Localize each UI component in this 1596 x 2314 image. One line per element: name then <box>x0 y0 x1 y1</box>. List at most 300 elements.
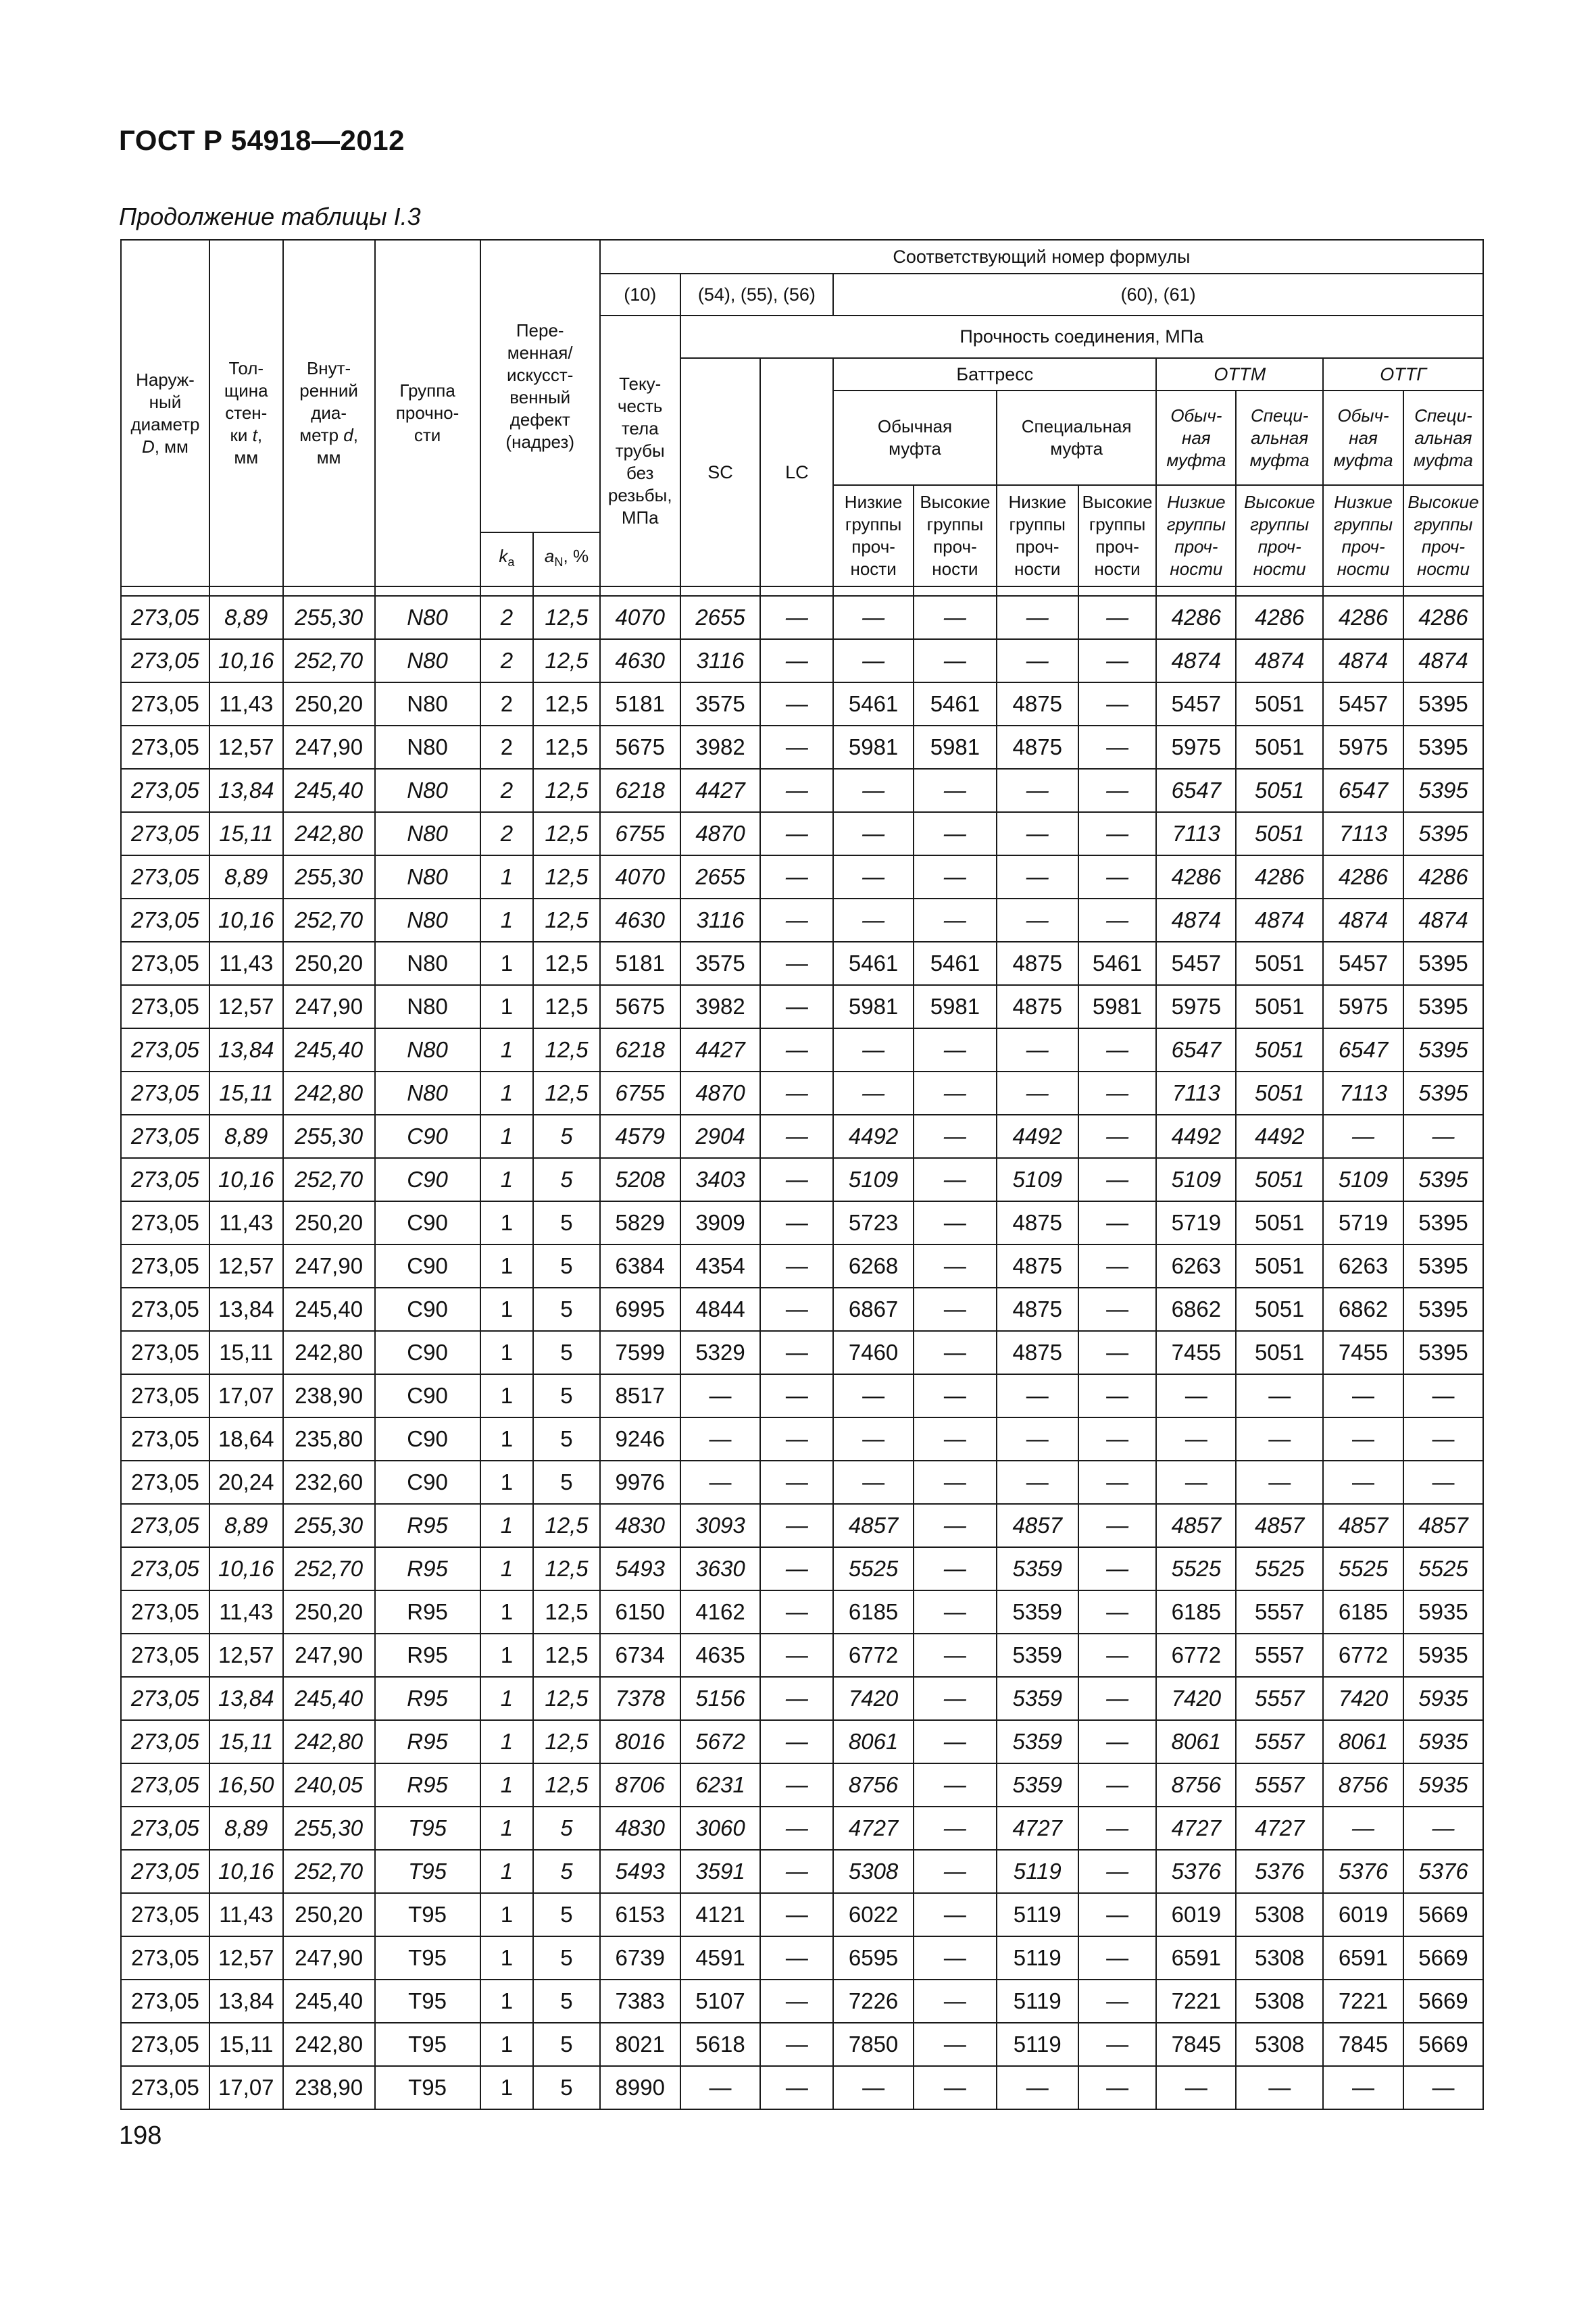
table-row <box>121 1201 1483 1244</box>
table-cell: 3982 <box>680 985 761 1028</box>
table-cell: 4874 <box>1323 899 1403 942</box>
table-cell: 273,05 <box>121 1201 209 1244</box>
table-cell: 252,70 <box>283 639 375 682</box>
table-cell: — <box>914 1288 997 1331</box>
table-cell: 11,43 <box>209 942 283 985</box>
table-cell: — <box>997 1028 1078 1072</box>
table-cell: 273,05 <box>121 682 209 726</box>
table-cell: 5395 <box>1403 942 1483 985</box>
table-row <box>121 942 1483 985</box>
table-cell: 5395 <box>1403 769 1483 812</box>
table-cell: 7113 <box>1323 812 1403 855</box>
table-cell: — <box>1078 1072 1157 1115</box>
table-cell: 273,05 <box>121 1763 209 1807</box>
table-cell: 238,90 <box>283 2066 375 2109</box>
table-cell: 5359 <box>997 1677 1078 1720</box>
table-cell: — <box>1323 1115 1403 1158</box>
table-cell: 5051 <box>1236 942 1323 985</box>
table-cell: 3093 <box>680 1504 761 1547</box>
table-cell: — <box>1078 1201 1157 1244</box>
table-cell: 6862 <box>1156 1288 1236 1331</box>
table-cell: 5395 <box>1403 1158 1483 1201</box>
table-cell: 5359 <box>997 1590 1078 1634</box>
table-cell: 5119 <box>997 2023 1078 2066</box>
table-cell: T95 <box>375 2023 480 2066</box>
table-cell: — <box>1078 1288 1157 1331</box>
table-cell: 4875 <box>997 726 1078 769</box>
table-cell: 7226 <box>833 1980 914 2023</box>
table-cell: — <box>760 1028 833 1072</box>
table-cell: — <box>833 1072 914 1115</box>
table-cell: 12,57 <box>209 1244 283 1288</box>
table-row <box>121 1763 1483 1807</box>
table-cell: 5051 <box>1236 682 1323 726</box>
table-cell: 273,05 <box>121 899 209 942</box>
table-cell: 5 <box>533 1288 600 1331</box>
table-cell: 5395 <box>1403 1331 1483 1374</box>
table-cell: 273,05 <box>121 1158 209 1201</box>
table-cell: 1 <box>480 1072 534 1115</box>
table-cell: 6153 <box>600 1893 680 1936</box>
table-cell: — <box>997 639 1078 682</box>
table-cell: — <box>914 769 997 812</box>
table-cell: — <box>760 1374 833 1417</box>
table-cell: — <box>1156 1417 1236 1461</box>
table-cell: 5525 <box>1156 1547 1236 1590</box>
table-cell: 4635 <box>680 1634 761 1677</box>
table-cell: — <box>1323 1807 1403 1850</box>
table-cell: 5051 <box>1236 985 1323 1028</box>
table-cell: 5 <box>533 2023 600 2066</box>
table-cell: — <box>1156 1374 1236 1417</box>
table-cell: 2 <box>480 639 534 682</box>
header-low-grade: Низкие группы проч- ности <box>833 485 914 586</box>
table-cell: 6734 <box>600 1634 680 1677</box>
table-cell: — <box>914 1590 997 1634</box>
table-cell: 5181 <box>600 942 680 985</box>
header-buttress: Баттресс <box>833 358 1156 391</box>
table-cell: 5975 <box>1323 726 1403 769</box>
table-cell: — <box>1078 1590 1157 1634</box>
table-cell: — <box>914 1547 997 1590</box>
table-cell: — <box>997 1072 1078 1115</box>
table-cell: 12,5 <box>533 726 600 769</box>
header-ottg-special: Специ- альная муфта <box>1403 391 1483 485</box>
table-cell: 252,70 <box>283 1547 375 1590</box>
table-cell: 1 <box>480 1634 534 1677</box>
table-cell: 8,89 <box>209 855 283 899</box>
table-cell: 13,84 <box>209 1677 283 1720</box>
table-cell: 17,07 <box>209 1374 283 1417</box>
table-cell: — <box>760 726 833 769</box>
table-cell: — <box>1403 1417 1483 1461</box>
table-cell: — <box>1078 1763 1157 1807</box>
table-cell: — <box>760 1072 833 1115</box>
table-cell: 1 <box>480 942 534 985</box>
table-cell: — <box>1078 812 1157 855</box>
table-cell: N80 <box>375 639 480 682</box>
table-cell: 273,05 <box>121 1720 209 1763</box>
table-cell: 4875 <box>997 1244 1078 1288</box>
table-cell: 5557 <box>1236 1720 1323 1763</box>
table-row <box>121 1461 1483 1504</box>
table-cell: 5395 <box>1403 985 1483 1028</box>
table-cell: 5109 <box>833 1158 914 1201</box>
table-cell: 5829 <box>600 1201 680 1244</box>
header-ottg-regular: Обыч- ная муфта <box>1323 391 1403 485</box>
table-cell: — <box>760 1677 833 1720</box>
table-cell: 3630 <box>680 1547 761 1590</box>
table-cell: — <box>1156 2066 1236 2109</box>
table-cell: 1 <box>480 1677 534 1720</box>
table-cell: 245,40 <box>283 769 375 812</box>
table-cell: 12,5 <box>533 1590 600 1634</box>
header-an: $a_N$, % <box>533 532 600 586</box>
table-cell: 8021 <box>600 2023 680 2066</box>
table-cell: 12,5 <box>533 1547 600 1590</box>
table-cell: — <box>1236 1374 1323 1417</box>
table-cell: 252,70 <box>283 899 375 942</box>
table-row <box>121 812 1483 855</box>
table-cell: — <box>1078 1504 1157 1547</box>
table-cell: — <box>997 1461 1078 1504</box>
header-sc: SC <box>680 358 761 586</box>
table-cell: R95 <box>375 1504 480 1547</box>
table-cell: 2 <box>480 682 534 726</box>
table-cell: 8706 <box>600 1763 680 1807</box>
table-cell: — <box>1078 2066 1157 2109</box>
header-high-grade: Высокие группы проч- ности <box>1078 485 1157 586</box>
header-high-grade: Высокие группы проч- ности <box>914 485 997 586</box>
table-cell: 5975 <box>1323 985 1403 1028</box>
table-cell: 10,16 <box>209 639 283 682</box>
table-cell: 1 <box>480 1331 534 1374</box>
table-cell: 252,70 <box>283 1850 375 1893</box>
table-cell: 16,50 <box>209 1763 283 1807</box>
table-cell: 5395 <box>1403 1244 1483 1288</box>
table-cell: — <box>680 1417 761 1461</box>
table-cell: 6019 <box>1323 1893 1403 1936</box>
table-cell: 5975 <box>1156 985 1236 1028</box>
header-high-grade: Высокие группы проч- ности <box>1236 485 1323 586</box>
table-cell: 5525 <box>1403 1547 1483 1590</box>
table-cell: 1 <box>480 1547 534 1590</box>
table-row <box>121 682 1483 726</box>
table-cell: 10,16 <box>209 899 283 942</box>
table-cell: — <box>1078 1807 1157 1850</box>
table-cell: 5395 <box>1403 812 1483 855</box>
table-cell: 4830 <box>600 1504 680 1547</box>
table-cell: — <box>760 899 833 942</box>
table-cell: 9976 <box>600 1461 680 1504</box>
table-cell: 273,05 <box>121 2066 209 2109</box>
table-cell: 5975 <box>1156 726 1236 769</box>
table-cell: 5308 <box>1236 2023 1323 2066</box>
table-cell: 273,05 <box>121 1936 209 1980</box>
table-cell: — <box>833 2066 914 2109</box>
table-cell: 10,16 <box>209 1158 283 1201</box>
table-cell: 13,84 <box>209 1028 283 1072</box>
table-cell: 6263 <box>1156 1244 1236 1288</box>
table-cell: 7113 <box>1323 1072 1403 1115</box>
table-cell: 273,05 <box>121 985 209 1028</box>
table-cell: 4727 <box>833 1807 914 1850</box>
table-cell: 247,90 <box>283 985 375 1028</box>
table-row <box>121 985 1483 1028</box>
table-cell: — <box>760 682 833 726</box>
table-cell: 2 <box>480 726 534 769</box>
table-cell: 5 <box>533 1807 600 1850</box>
table-cell: 4875 <box>997 942 1078 985</box>
table-cell: 5 <box>533 1461 600 1504</box>
table-cell: 5461 <box>914 942 997 985</box>
table-cell: — <box>760 1807 833 1850</box>
table-cell: — <box>1078 1893 1157 1936</box>
table-cell: N80 <box>375 726 480 769</box>
table-cell: 5 <box>533 1936 600 1980</box>
table-cell: 5457 <box>1156 682 1236 726</box>
table-cell: 5395 <box>1403 1028 1483 1072</box>
table-cell: 5 <box>533 1893 600 1936</box>
table-cell: 1 <box>480 1936 534 1980</box>
table-cell: 273,05 <box>121 639 209 682</box>
table-cell: — <box>1156 1461 1236 1504</box>
table-cell: — <box>914 1158 997 1201</box>
table-cell: — <box>833 639 914 682</box>
table-cell: 273,05 <box>121 1374 209 1417</box>
table-cell: 273,05 <box>121 1331 209 1374</box>
table-cell: — <box>997 596 1078 639</box>
table-cell: — <box>760 1893 833 1936</box>
table-cell: 5935 <box>1403 1763 1483 1807</box>
table-cell: — <box>1078 1028 1157 1072</box>
table-cell: 4870 <box>680 1072 761 1115</box>
table-cell: 5 <box>533 1850 600 1893</box>
table-cell: 5395 <box>1403 1288 1483 1331</box>
table-cell: — <box>760 1115 833 1158</box>
table-cell: 5395 <box>1403 726 1483 769</box>
table-cell: 235,80 <box>283 1417 375 1461</box>
table-cell: 1 <box>480 1417 534 1461</box>
table-cell: C90 <box>375 1461 480 1504</box>
table-cell: 273,05 <box>121 1244 209 1288</box>
table-cell: 273,05 <box>121 1547 209 1590</box>
table-cell: 12,5 <box>533 942 600 985</box>
table-cell: 255,30 <box>283 596 375 639</box>
table-cell: 4874 <box>1403 639 1483 682</box>
table-cell: 12,5 <box>533 1504 600 1547</box>
table-cell: 3909 <box>680 1201 761 1244</box>
table-cell: 273,05 <box>121 1634 209 1677</box>
table-row <box>121 899 1483 942</box>
table-cell: R95 <box>375 1677 480 1720</box>
table-cell: R95 <box>375 1547 480 1590</box>
table-cell: 4874 <box>1236 899 1323 942</box>
header-low-grade: Низкие группы проч- ности <box>1323 485 1403 586</box>
table-cell: 5557 <box>1236 1634 1323 1677</box>
table-cell: 6591 <box>1156 1936 1236 1980</box>
header-grade: Группа прочно- сти <box>375 240 480 586</box>
table-cell: 273,05 <box>121 2023 209 2066</box>
table-cell: 5 <box>533 1244 600 1288</box>
table-cell: — <box>760 2023 833 2066</box>
table-cell: 5493 <box>600 1547 680 1590</box>
table-cell: 240,05 <box>283 1763 375 1807</box>
header-inner-diameter: Внут- ренний диа- метр d, мм <box>283 240 375 586</box>
table-cell: 12,5 <box>533 1677 600 1720</box>
table-cell: 1 <box>480 1244 534 1288</box>
table-cell: 12,5 <box>533 596 600 639</box>
table-cell: — <box>760 769 833 812</box>
table-cell: — <box>1078 769 1157 812</box>
table-cell: 4492 <box>1156 1115 1236 1158</box>
table-cell: N80 <box>375 985 480 1028</box>
table-cell: — <box>1236 2066 1323 2109</box>
strength-table <box>120 239 1484 2110</box>
table-cell: — <box>914 1893 997 1936</box>
table-cell: 5675 <box>600 985 680 1028</box>
table-cell: — <box>914 1072 997 1115</box>
table-cell: 5 <box>533 1417 600 1461</box>
table-cell: 1 <box>480 855 534 899</box>
table-body <box>121 596 1483 2109</box>
table-cell: 4286 <box>1236 596 1323 639</box>
table-cell: 10,16 <box>209 1547 283 1590</box>
table-cell: 5981 <box>914 726 997 769</box>
table-cell: 3116 <box>680 639 761 682</box>
table-cell: 4727 <box>1156 1807 1236 1850</box>
table-cell: 5557 <box>1236 1677 1323 1720</box>
table-cell: 8517 <box>600 1374 680 1417</box>
table-cell: 7455 <box>1156 1331 1236 1374</box>
table-cell: — <box>760 812 833 855</box>
table-cell: 4579 <box>600 1115 680 1158</box>
table-cell: — <box>1078 639 1157 682</box>
table-cell: C90 <box>375 1374 480 1417</box>
table-cell: 3116 <box>680 899 761 942</box>
table-cell: 6218 <box>600 769 680 812</box>
table-cell: 5461 <box>833 942 914 985</box>
table-cell: 4870 <box>680 812 761 855</box>
table-row <box>121 1850 1483 1893</box>
table-cell: 5457 <box>1323 942 1403 985</box>
table-cell: — <box>1323 1461 1403 1504</box>
header-connection-strength: Прочность соединения, МПа <box>680 316 1483 358</box>
table-row <box>121 1331 1483 1374</box>
table-cell: 247,90 <box>283 1936 375 1980</box>
table-cell: — <box>1078 1331 1157 1374</box>
table-row <box>121 855 1483 899</box>
table-cell: 8061 <box>1323 1720 1403 1763</box>
header-regular-coupling: Обычная муфта <box>833 391 997 485</box>
table-cell: 5051 <box>1236 812 1323 855</box>
table-cell: — <box>914 1807 997 1850</box>
table-cell: 8,89 <box>209 1115 283 1158</box>
table-cell: 4121 <box>680 1893 761 1936</box>
table-cell: — <box>914 1677 997 1720</box>
table-cell: 6755 <box>600 1072 680 1115</box>
table-cell: — <box>1078 899 1157 942</box>
table-cell: — <box>760 1244 833 1288</box>
table-cell: 273,05 <box>121 1677 209 1720</box>
table-cell: — <box>997 769 1078 812</box>
table-row <box>121 1417 1483 1461</box>
table-cell: — <box>760 1936 833 1980</box>
table-cell: 6772 <box>1323 1634 1403 1677</box>
table-cell: 250,20 <box>283 1590 375 1634</box>
table-cell: — <box>914 1720 997 1763</box>
table-cell: 8061 <box>1156 1720 1236 1763</box>
table-cell: 4875 <box>997 1331 1078 1374</box>
table-cell: 5051 <box>1236 1331 1323 1374</box>
table-cell: 1 <box>480 899 534 942</box>
table-cell: 4591 <box>680 1936 761 1980</box>
table-cell: — <box>1078 1850 1157 1893</box>
table-cell: 245,40 <box>283 1980 375 2023</box>
table-cell: 4286 <box>1323 855 1403 899</box>
table-cell: 7378 <box>600 1677 680 1720</box>
table-cell: 4492 <box>833 1115 914 1158</box>
table-cell: 10,16 <box>209 1850 283 1893</box>
table-cell: 1 <box>480 985 534 1028</box>
table-cell: 5935 <box>1403 1677 1483 1720</box>
table-cell: 255,30 <box>283 1115 375 1158</box>
table-cell: 4286 <box>1403 855 1483 899</box>
header-high-grade: Высокие группы проч- ности <box>1403 485 1483 586</box>
table-cell: T95 <box>375 1980 480 2023</box>
table-cell: 20,24 <box>209 1461 283 1504</box>
table-cell: — <box>914 2023 997 2066</box>
table-row <box>121 1720 1483 1763</box>
table-cell: 8990 <box>600 2066 680 2109</box>
table-cell: R95 <box>375 1720 480 1763</box>
table-cell: 5669 <box>1403 1936 1483 1980</box>
table-cell: N80 <box>375 682 480 726</box>
table-cell: — <box>997 899 1078 942</box>
table-cell: — <box>833 1461 914 1504</box>
table-cell: 250,20 <box>283 1201 375 1244</box>
table-row <box>121 1893 1483 1936</box>
table-cell: 4857 <box>1236 1504 1323 1547</box>
table-cell: N80 <box>375 899 480 942</box>
table-cell: 8016 <box>600 1720 680 1763</box>
table-cell: — <box>1078 1936 1157 1980</box>
table-cell: — <box>914 1028 997 1072</box>
table-cell: 9246 <box>600 1417 680 1461</box>
table-cell: 6547 <box>1323 1028 1403 1072</box>
table-cell: 1 <box>480 2023 534 2066</box>
table-cell: 1 <box>480 1893 534 1936</box>
table-cell: 5359 <box>997 1634 1078 1677</box>
table-cell: 7113 <box>1156 812 1236 855</box>
table-cell: 5051 <box>1236 726 1323 769</box>
table-cell: R95 <box>375 1763 480 1807</box>
table-cell: 7599 <box>600 1331 680 1374</box>
table-cell: 242,80 <box>283 1331 375 1374</box>
table-cell: 6185 <box>1323 1590 1403 1634</box>
table-cell: 4857 <box>833 1504 914 1547</box>
table-cell: 273,05 <box>121 1980 209 2023</box>
table-cell: 5359 <box>997 1763 1078 1807</box>
table-cell: 4727 <box>997 1807 1078 1850</box>
table-cell: — <box>914 1331 997 1374</box>
table-cell: — <box>760 639 833 682</box>
table-cell: — <box>914 1936 997 1980</box>
table-cell: 4874 <box>1156 899 1236 942</box>
table-cell: N80 <box>375 855 480 899</box>
table-cell: 6231 <box>680 1763 761 1807</box>
table-cell: 15,11 <box>209 1331 283 1374</box>
